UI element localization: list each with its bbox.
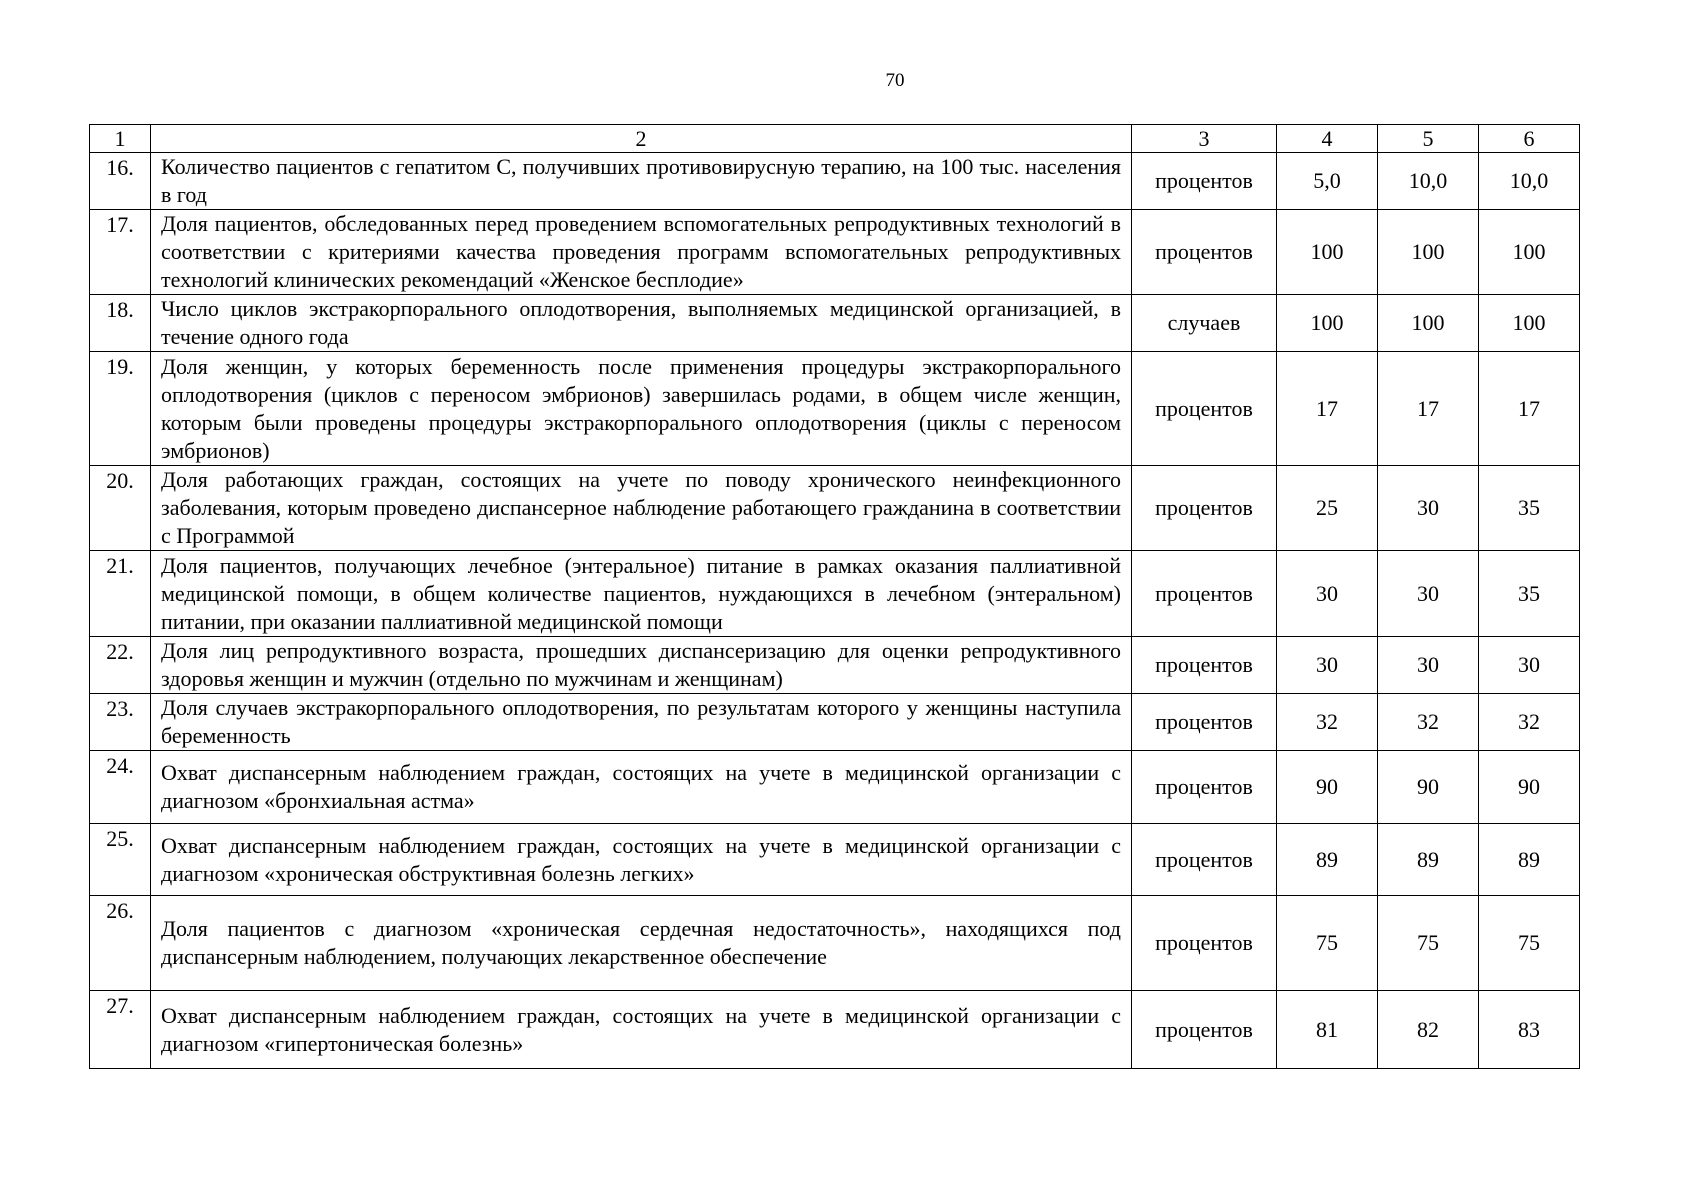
row-number: 24. <box>90 751 151 824</box>
value-col-5: 17 <box>1378 352 1479 466</box>
row-number: 18. <box>90 295 151 352</box>
value-col-5: 82 <box>1378 991 1479 1069</box>
column-header: 5 <box>1378 125 1479 153</box>
indicator-name: Количество пациентов с гепатитом С, получивших противовирусную терапию, на 100 тыс. населения в год <box>151 153 1132 210</box>
value-col-6: 30 <box>1479 637 1580 694</box>
indicator-name: Доля работающих граждан, состоящих на учете по поводу хронического неинфекционного заболевания, которым проведено диспансерное наблюдение работающего гражданина в соответствии с Программой <box>151 466 1132 551</box>
table-row <box>90 824 1580 896</box>
table-row <box>90 991 1580 1069</box>
table-row <box>90 466 1580 551</box>
table-row <box>90 295 1580 352</box>
row-number: 23. <box>90 694 151 751</box>
column-header: 6 <box>1479 125 1580 153</box>
indicator-name: Охват диспансерным наблюдением граждан, состоящих на учете в медицинской организации с диагнозом «хроническая обструктивная болезнь легких» <box>151 824 1132 896</box>
indicator-name: Доля женщин, у которых беременность после применения процедуры экстракорпорального оплодотворения (циклов с переносом эмбрионов) завершилась родами, в общем числе женщин, которым были проведены процедуры экстракорпорального оплодотворения (циклы с переносом эмбрионов) <box>151 352 1132 466</box>
unit-cell: процентов <box>1132 824 1277 896</box>
column-header: 2 <box>151 125 1132 153</box>
table-row <box>90 637 1580 694</box>
indicator-name: Доля случаев экстракорпорального оплодотворения, по результатам которого у женщины наступила беременность <box>151 694 1132 751</box>
value-col-4: 30 <box>1277 637 1378 694</box>
row-number: 25. <box>90 824 151 896</box>
value-col-6: 90 <box>1479 751 1580 824</box>
row-number: 19. <box>90 352 151 466</box>
unit-cell: процентов <box>1132 466 1277 551</box>
value-col-5: 32 <box>1378 694 1479 751</box>
table-row <box>90 153 1580 210</box>
value-col-4: 25 <box>1277 466 1378 551</box>
value-col-5: 10,0 <box>1378 153 1479 210</box>
row-number: 20. <box>90 466 151 551</box>
table-row <box>90 751 1580 824</box>
unit-cell: случаев <box>1132 295 1277 352</box>
row-number: 17. <box>90 210 151 295</box>
value-col-6: 10,0 <box>1479 153 1580 210</box>
value-col-5: 89 <box>1378 824 1479 896</box>
table-row <box>90 352 1580 466</box>
unit-cell: процентов <box>1132 210 1277 295</box>
table-header-row <box>90 125 1580 153</box>
indicator-name: Охват диспансерным наблюдением граждан, состоящих на учете в медицинской организации с диагнозом «гипертоническая болезнь» <box>151 991 1132 1069</box>
value-col-6: 17 <box>1479 352 1580 466</box>
value-col-6: 75 <box>1479 896 1580 991</box>
unit-cell: процентов <box>1132 551 1277 637</box>
indicator-name: Доля пациентов, обследованных перед проведением вспомогательных репродуктивных технологий в соответствии с критериями качества проведения программ вспомогательных репродуктивных технологий клинических рекомендаций «Женское бесплодие» <box>151 210 1132 295</box>
row-number: 22. <box>90 637 151 694</box>
table-row <box>90 896 1580 991</box>
value-col-5: 30 <box>1378 551 1479 637</box>
table-row <box>90 551 1580 637</box>
unit-cell: процентов <box>1132 694 1277 751</box>
row-number: 27. <box>90 991 151 1069</box>
indicator-name: Доля лиц репродуктивного возраста, прошедших диспансеризацию для оценки репродуктивного здоровья женщин и мужчин (отдельно по мужчинам и женщинам) <box>151 637 1132 694</box>
value-col-4: 30 <box>1277 551 1378 637</box>
indicators-table <box>89 124 1580 1069</box>
unit-cell: процентов <box>1132 352 1277 466</box>
indicator-name: Охват диспансерным наблюдением граждан, состоящих на учете в медицинской организации с диагнозом «бронхиальная астма» <box>151 751 1132 824</box>
row-number: 26. <box>90 896 151 991</box>
value-col-5: 30 <box>1378 466 1479 551</box>
row-number: 16. <box>90 153 151 210</box>
page-number: 70 <box>885 70 905 91</box>
value-col-4: 81 <box>1277 991 1378 1069</box>
value-col-6: 35 <box>1479 551 1580 637</box>
table-row <box>90 210 1580 295</box>
value-col-5: 30 <box>1378 637 1479 694</box>
value-col-6: 35 <box>1479 466 1580 551</box>
value-col-4: 5,0 <box>1277 153 1378 210</box>
value-col-4: 17 <box>1277 352 1378 466</box>
value-col-4: 100 <box>1277 210 1378 295</box>
indicator-name: Доля пациентов с диагнозом «хроническая сердечная недостаточность», находящихся под диспансерным наблюдением, получающих лекарственное обеспечение <box>151 896 1132 991</box>
value-col-5: 90 <box>1378 751 1479 824</box>
value-col-6: 89 <box>1479 824 1580 896</box>
unit-cell: процентов <box>1132 896 1277 991</box>
value-col-5: 100 <box>1378 295 1479 352</box>
row-number: 21. <box>90 551 151 637</box>
unit-cell: процентов <box>1132 637 1277 694</box>
indicator-name: Число циклов экстракорпорального оплодотворения, выполняемых медицинской организацией, в течение одного года <box>151 295 1132 352</box>
indicator-name: Доля пациентов, получающих лечебное (энтеральное) питание в рамках оказания паллиативной медицинской помощи, в общем количестве пациентов, нуждающихся в лечебном (энтеральном) питании, при оказании паллиативной медицинской помощи <box>151 551 1132 637</box>
column-header: 4 <box>1277 125 1378 153</box>
value-col-6: 100 <box>1479 295 1580 352</box>
value-col-6: 83 <box>1479 991 1580 1069</box>
value-col-4: 89 <box>1277 824 1378 896</box>
value-col-4: 75 <box>1277 896 1378 991</box>
value-col-6: 100 <box>1479 210 1580 295</box>
value-col-4: 32 <box>1277 694 1378 751</box>
unit-cell: процентов <box>1132 991 1277 1069</box>
column-header: 1 <box>90 125 151 153</box>
unit-cell: процентов <box>1132 153 1277 210</box>
table-row <box>90 694 1580 751</box>
value-col-4: 100 <box>1277 295 1378 352</box>
value-col-4: 90 <box>1277 751 1378 824</box>
value-col-5: 75 <box>1378 896 1479 991</box>
column-header: 3 <box>1132 125 1277 153</box>
unit-cell: процентов <box>1132 751 1277 824</box>
value-col-6: 32 <box>1479 694 1580 751</box>
value-col-5: 100 <box>1378 210 1479 295</box>
